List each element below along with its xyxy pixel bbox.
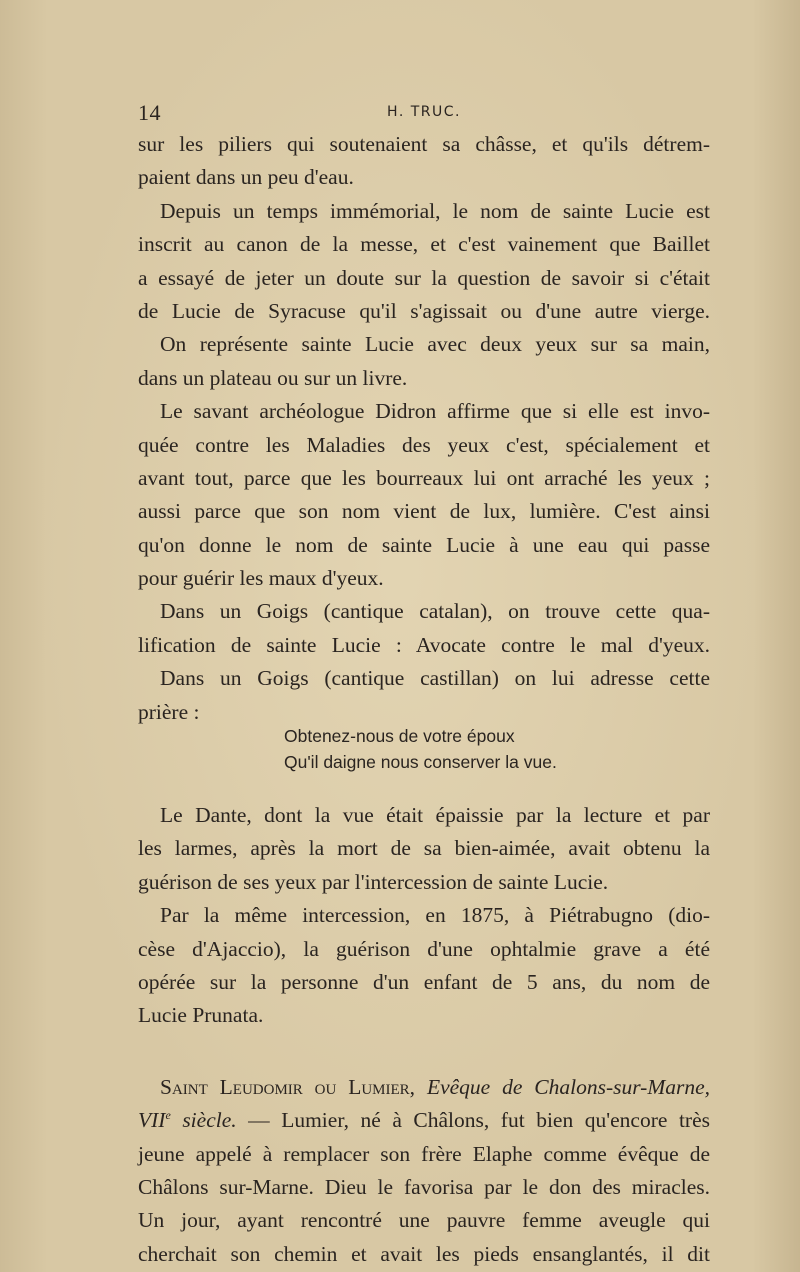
text-line: Le Dante, dont la vue était épaissie par la lecture et par xyxy=(160,803,710,828)
saint-heading-line xyxy=(138,1071,710,1104)
text-line: a essayé de jeter un doute sur la question de savoir si c'était xyxy=(138,265,710,290)
verse-line: Qu'il daigne nous conserver la vue. xyxy=(284,752,557,773)
text-line: Dans un Goigs (cantique catalan), on trouve cette qua- xyxy=(160,599,710,624)
text-line: dans un plateau ou sur un livre. xyxy=(138,365,408,390)
text-line: paient dans un peu d'eau. xyxy=(138,165,354,190)
text-line: Le savant archéologue Didron affirme que si elle est invo- xyxy=(160,399,710,424)
text-line: de Lucie de Syracuse qu'il s'agissait ou d'une autre vierge. xyxy=(138,298,710,323)
text-line: guérison de ses yeux par l'intercession de sainte Lucie. xyxy=(138,869,609,894)
saint-title: Evêque de Chalons-sur-Marne, xyxy=(426,1074,711,1099)
body-text xyxy=(138,128,710,1271)
text-line: avant tout, parce que les bourreaux lui ont arraché les yeux ; xyxy=(138,465,710,490)
text-line: qu'on donne le nom de sainte Lucie à une eau qui passe xyxy=(138,532,710,557)
text-line: Dans un Goigs (cantique castillan) on lui adresse cette xyxy=(160,666,710,691)
text-line: Lucie Prunata. xyxy=(138,1003,264,1028)
text-line: jeune appelé à remplacer son frère Elaphe comme évêque de xyxy=(138,1141,710,1166)
section-gap xyxy=(138,1033,710,1071)
century-word: siècle. xyxy=(182,1108,237,1133)
text-line: quée contre les Maladies des yeux c'est, spécialement et xyxy=(138,432,710,457)
text-line: opérée sur la personne d'un enfant de 5 ans, du nom de xyxy=(138,969,710,994)
text-line xyxy=(138,1104,710,1137)
text-fragment: — Lumier, né à Châlons, fut bien qu'encore très xyxy=(248,1108,710,1133)
running-head: H. TRUC. xyxy=(387,104,461,120)
verse-line: Obtenez-nous de votre époux xyxy=(284,726,515,747)
text-line: sur les piliers qui soutenaient sa châsse, et qu'ils détrem- xyxy=(138,132,710,156)
century-superscript: e xyxy=(165,1108,171,1122)
page-header xyxy=(138,100,710,128)
page-number: 14 xyxy=(138,100,161,125)
text-line: Depuis un temps immémorial, le nom de sainte Lucie est xyxy=(160,198,710,223)
saint-name: Saint Leudomir ou Lumier, xyxy=(160,1074,416,1099)
text-line: Un jour, ayant rencontré une pauvre femme aveugle qui xyxy=(138,1208,710,1233)
text-line: pour guérir les maux d'yeux. xyxy=(138,566,384,591)
text-line: les larmes, après la mort de sa bien-aimée, avait obtenu la xyxy=(138,836,710,861)
text-line: aussi parce que son nom vient de lux, lumière. C'est ainsi xyxy=(138,499,710,524)
text-line: On représente sainte Lucie avec deux yeux sur sa main, xyxy=(160,332,710,357)
century-number: VII xyxy=(138,1108,166,1133)
text-line: cherchait son chemin et avait les pieds ensanglantés, il dit xyxy=(138,1241,710,1266)
text-line: inscrit au canon de la messe, et c'est vainement que Baillet xyxy=(138,232,710,257)
text-line: Châlons sur-Marne. Dieu le favorisa par le don des miracles. xyxy=(138,1174,710,1199)
text-line: Par la même intercession, en 1875, à Piétrabugno (dio- xyxy=(160,903,710,928)
text-line: prière : xyxy=(138,699,200,724)
century-label xyxy=(138,1108,237,1132)
text-line: lification de sainte Lucie : Avocate contre le mal d'yeux. xyxy=(138,632,710,657)
text-line: cèse d'Ajaccio), la guérison d'une ophtalmie grave a été xyxy=(138,936,710,961)
